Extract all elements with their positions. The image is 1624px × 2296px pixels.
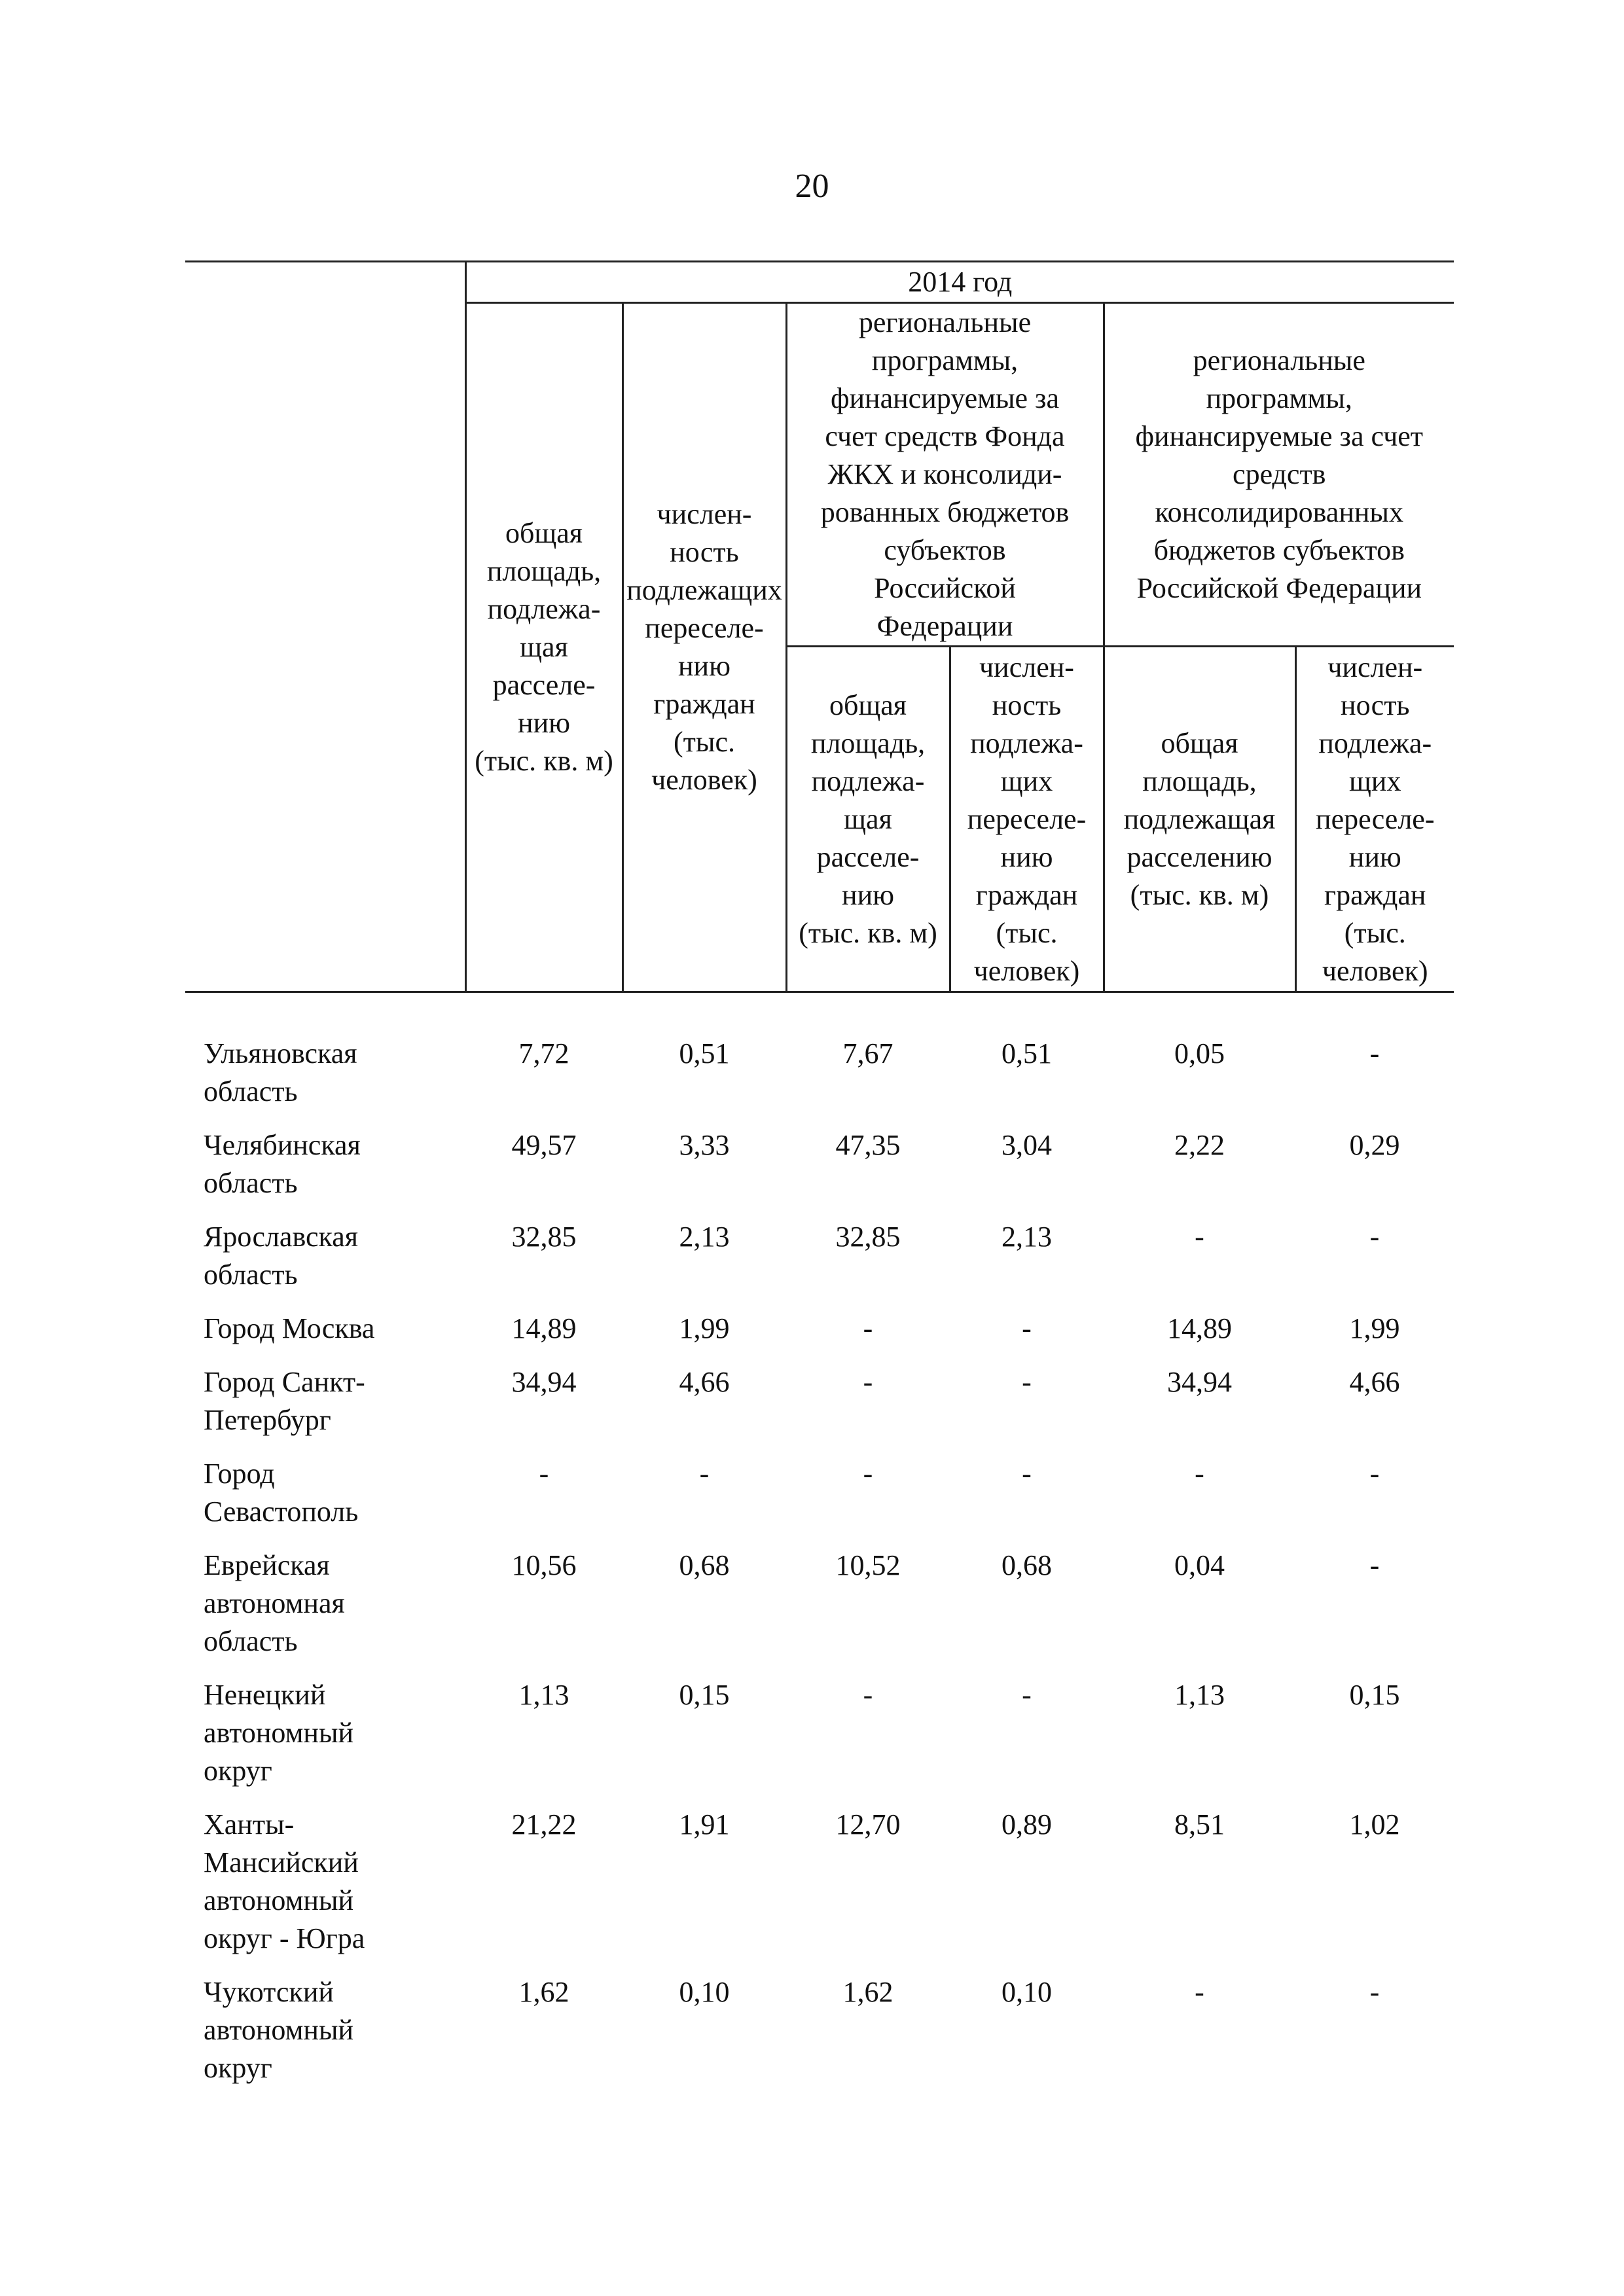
header-fund-area-label: общая площадь, подлежа- щая расселе- нию (тыс. кв. м) (799, 689, 937, 949)
value-cell: 1,99 (1349, 1312, 1400, 1344)
value-cell: 3,04 (1001, 1129, 1052, 1161)
value-cell: 49,57 (511, 1129, 577, 1161)
value-cell: 0,15 (679, 1679, 730, 1711)
table-row (185, 1035, 1454, 1126)
value-cell: - (1369, 1037, 1380, 1069)
table-row (185, 1363, 1454, 1455)
value-cell: 2,13 (1001, 1221, 1052, 1253)
table-row (185, 1455, 1454, 1547)
value-cell: 12,70 (835, 1808, 901, 1840)
value-cell: 2,22 (1174, 1129, 1225, 1161)
value-cell: - (1195, 1221, 1204, 1253)
header-total-area-label: общая площадь, подлежа- щая расселе- нию (тыс. кв. м) (475, 517, 613, 777)
header-group-budget (1104, 303, 1454, 647)
region-name-cell (185, 1806, 465, 1973)
header-fund-area (786, 647, 950, 992)
value-cell: 1,91 (679, 1808, 730, 1840)
value-cell: - (539, 1458, 549, 1490)
value-cell: - (863, 1312, 873, 1344)
header-fund-people (950, 647, 1104, 992)
value-cell: 8,51 (1174, 1808, 1225, 1840)
value-cell: - (1022, 1366, 1032, 1398)
header-year-label: 2014 год (908, 266, 1013, 298)
table-header (185, 262, 1454, 992)
table-row (185, 1547, 1454, 1676)
header-budget-area-label: общая площадь, подлежащая расселению (тыс. кв. м) (1123, 726, 1276, 911)
region-name: Чукотский автономный округ (204, 1976, 354, 2084)
value-cell: 34,94 (1167, 1366, 1232, 1398)
region-name: Ханты- Мансийский автономный округ - Югра (204, 1808, 365, 1954)
value-cell: 14,89 (1167, 1312, 1232, 1344)
value-cell: 0,10 (1001, 1976, 1052, 2008)
region-name: Город Севастополь (204, 1458, 359, 1528)
value-cell: 0,15 (1349, 1679, 1400, 1711)
region-name: Челябинская область (204, 1129, 361, 1199)
value-cell: - (1022, 1679, 1032, 1711)
value-cell: - (1369, 1549, 1380, 1581)
value-cell: 0,05 (1174, 1037, 1225, 1069)
value-cell: 0,68 (679, 1549, 730, 1581)
value-cell: 14,89 (511, 1312, 577, 1344)
value-cell: 0,04 (1174, 1549, 1225, 1581)
value-cell: 0,51 (679, 1037, 730, 1069)
header-group-budget-label: региональные программы, финансируемые за счет средств консолидированных бюджетов субъектов Российской Федерации (1135, 344, 1424, 604)
value-cell: - (1369, 1221, 1380, 1253)
value-cell: - (1022, 1312, 1032, 1344)
value-cell: - (863, 1458, 873, 1490)
region-name: Ульяновская область (204, 1037, 357, 1107)
value-cell: 0,68 (1001, 1549, 1052, 1581)
value-cell: 4,66 (1349, 1366, 1400, 1398)
region-name: Город Санкт- Петербург (204, 1366, 365, 1436)
value-cell: 47,35 (835, 1129, 901, 1161)
value-cell: - (863, 1366, 873, 1398)
value-cell: - (1369, 1458, 1380, 1490)
value-cell: 3,33 (679, 1129, 730, 1161)
header-group-fund (786, 303, 1104, 647)
region-name-cell (185, 1126, 465, 1218)
value-cell: 1,13 (1174, 1679, 1225, 1711)
region-name-cell (185, 1547, 465, 1676)
header-group-fund-label: региональные программы, финансируемые за счет средств Фонда ЖКХ и консолиди- рованных бюджетов субъектов Российской Федерации (820, 306, 1070, 642)
region-name: Ненецкий автономный округ (204, 1679, 354, 1787)
value-cell: 7,67 (842, 1037, 893, 1069)
table-row (185, 1218, 1454, 1310)
header-stub-cell (185, 262, 465, 992)
table-row (185, 1806, 1454, 1973)
value-cell: 34,94 (511, 1366, 577, 1398)
value-cell: 0,10 (679, 1976, 730, 2008)
header-total-people (623, 303, 786, 992)
value-cell: 2,13 (679, 1221, 730, 1253)
value-cell: 10,52 (835, 1549, 901, 1581)
region-name-cell (185, 1363, 465, 1455)
value-cell: - (863, 1679, 873, 1711)
value-cell: 7,72 (518, 1037, 569, 1069)
value-cell: 0,51 (1001, 1037, 1052, 1069)
table-body (185, 1035, 1454, 2103)
header-fund-people-label: числен- ность подлежа- щих переселе- нию граждан (тыс. человек) (967, 651, 1087, 987)
header-total-people-label: числен- ность подлежащих переселе- нию граждан (тыс. человек) (626, 498, 782, 796)
region-name-cell (185, 1676, 465, 1806)
value-cell: 1,13 (518, 1679, 569, 1711)
region-name-cell (185, 1035, 465, 1126)
value-cell: 32,85 (511, 1221, 577, 1253)
value-cell: 1,62 (518, 1976, 569, 2008)
value-cell: 0,29 (1349, 1129, 1400, 1161)
value-cell: 10,56 (511, 1549, 577, 1581)
value-cell: 1,99 (679, 1312, 730, 1344)
table-row (185, 1310, 1454, 1363)
value-cell: 21,22 (511, 1808, 577, 1840)
header-total-area (465, 303, 623, 992)
housing-resettlement-table (185, 260, 1454, 2103)
region-name-cell (185, 1973, 465, 2103)
region-name-cell (185, 1455, 465, 1547)
header-budget-people-label: числен- ность подлежа- щих переселе- нию граждан (тыс. человек) (1316, 651, 1435, 987)
table-row (185, 1126, 1454, 1218)
value-cell: 1,62 (842, 1976, 893, 2008)
region-name: Ярославская область (204, 1221, 358, 1291)
table-row (185, 1973, 1454, 2103)
header-budget-area (1104, 647, 1295, 992)
value-cell: - (1195, 1976, 1204, 2008)
region-name-cell (185, 1310, 465, 1363)
value-cell: 0,89 (1001, 1808, 1052, 1840)
value-cell: 1,02 (1349, 1808, 1400, 1840)
page-number: 20 (795, 168, 829, 205)
region-name: Город Москва (204, 1312, 375, 1344)
value-cell: 32,85 (835, 1221, 901, 1253)
value-cell: - (1195, 1458, 1204, 1490)
value-cell: - (1369, 1976, 1380, 2008)
table-row (185, 1676, 1454, 1806)
header-year (465, 262, 1454, 303)
value-cell: 4,66 (679, 1366, 730, 1398)
header-budget-people (1295, 647, 1454, 992)
value-cell: - (699, 1458, 710, 1490)
value-cell: - (1022, 1458, 1032, 1490)
region-name: Еврейская автономная область (204, 1549, 345, 1657)
region-name-cell (185, 1218, 465, 1310)
